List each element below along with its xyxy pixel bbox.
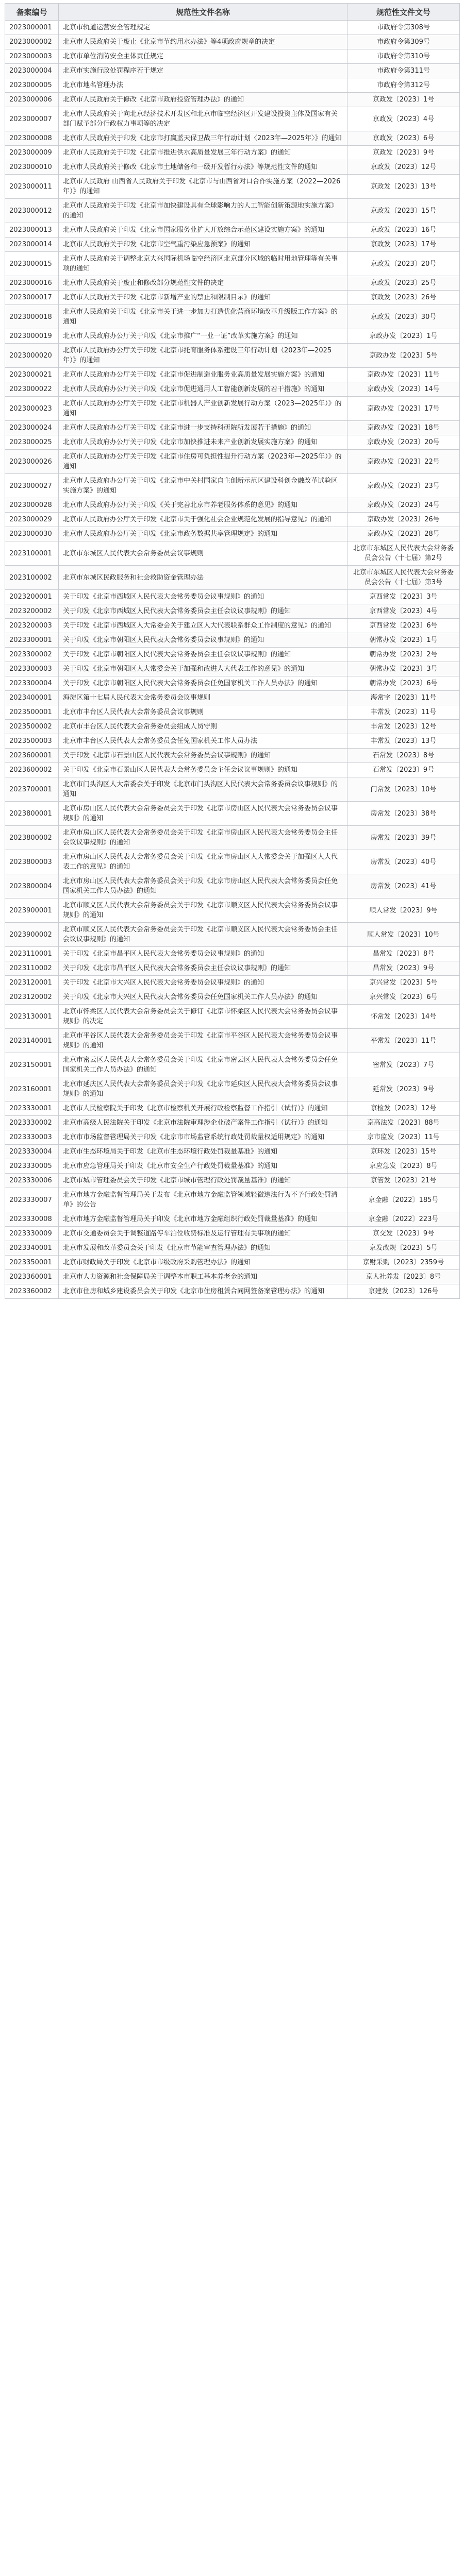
record-no-cell: 2023000002 — [5, 35, 59, 49]
table-row — [5, 450, 460, 474]
title-cell: 北京市人民政府办公厅关于印发《北京市进一步支持科研院所发展若干措施》的通知 — [59, 421, 347, 435]
table-row — [5, 146, 460, 160]
title-cell: 关于印发《北京市石景山区人民代表大会常务委员会主任会议议事规则》的通知 — [59, 763, 347, 777]
doc-no-cell: 房常发〔2023〕38号 — [347, 802, 460, 826]
table-row — [5, 662, 460, 676]
table-row — [5, 131, 460, 146]
doc-no-cell: 昌常发〔2023〕9号 — [347, 961, 460, 976]
title-cell: 北京市地方金融监督管理局关于发布《北京市地方金融监管领域轻微违法行为不予行政处罚清单》的公告 — [59, 1188, 347, 1212]
doc-no-cell: 房常发〔2023〕39号 — [347, 826, 460, 850]
doc-no-cell: 房常发〔2023〕41号 — [347, 874, 460, 899]
table-row — [5, 1130, 460, 1145]
record-no-cell: 2023360002 — [5, 1284, 59, 1299]
table-row — [5, 199, 460, 223]
title-cell: 关于印发《北京市大兴区人民代表大会常务委员会任免国家机关工作人员办法》的通知 — [59, 990, 347, 1005]
doc-no-cell: 延常发〔2023〕9号 — [347, 1077, 460, 1101]
title-cell: 北京市房山区人民代表大会常务委员会关于印发《北京市房山区人民代表大会常务委员会议事规则》的通知 — [59, 802, 347, 826]
doc-no-cell: 京政办发〔2023〕22号 — [347, 450, 460, 474]
title-cell: 北京市平谷区人民代表大会常务委员会关于印发《北京市平谷区人民代表大会常务委员会议事规则》的通知 — [59, 1029, 347, 1053]
doc-no-cell: 顺人常发〔2023〕10号 — [347, 923, 460, 947]
record-no-cell: 2023340001 — [5, 1241, 59, 1256]
title-cell: 北京市交通委员会关于调整道路停车泊位收费标准及运行管理有关事项的通知 — [59, 1227, 347, 1241]
doc-no-cell: 朝常办发〔2023〕1号 — [347, 633, 460, 648]
table-row — [5, 633, 460, 648]
doc-no-cell: 京检发〔2023〕12号 — [347, 1101, 460, 1116]
table-row — [5, 1077, 460, 1101]
title-cell: 北京市延庆区人民代表大会常务委员会关于印发《北京市延庆区人民代表大会常务委员会议事规则》的通知 — [59, 1077, 347, 1101]
header-doc-no: 规范性文件文号 — [347, 4, 460, 21]
title-cell: 关于印发《北京市西城区人民代表大会常务委员会主任会议议事规则》的通知 — [59, 604, 347, 619]
table-row — [5, 1101, 460, 1116]
doc-no-cell: 京金融〔2022〕223号 — [347, 1212, 460, 1227]
table-row — [5, 64, 460, 78]
title-cell: 北京市人民政府办公厅关于印发《北京市加快推进未来产业创新发展实施方案》的通知 — [59, 435, 347, 450]
table-row — [5, 382, 460, 397]
table-row — [5, 223, 460, 238]
doc-no-cell: 门常发〔2023〕10号 — [347, 777, 460, 802]
table-row — [5, 1174, 460, 1188]
doc-no-cell: 朝常办发〔2023〕2号 — [347, 648, 460, 662]
doc-no-cell: 京环发〔2023〕15号 — [347, 1145, 460, 1159]
title-cell: 北京市人民政府办公厅关于印发《北京市中关村国家自主创新示范区建设科创金融改革试验区实施方案》的通知 — [59, 474, 347, 498]
table-row — [5, 874, 460, 899]
record-no-cell: 2023800001 — [5, 802, 59, 826]
table-body — [5, 21, 460, 1299]
doc-no-cell: 京政办发〔2023〕24号 — [347, 498, 460, 513]
title-cell: 关于印发《北京市朝阳区人大常委会关于加强和改进人大代表工作的意见》的通知 — [59, 662, 347, 676]
record-no-cell: 2023500002 — [5, 720, 59, 734]
record-no-cell: 2023000013 — [5, 223, 59, 238]
title-cell: 北京市生态环境局关于印发《北京市生态环境行政处罚裁量基准》的通知 — [59, 1145, 347, 1159]
record-no-cell: 2023000017 — [5, 291, 59, 305]
record-no-cell: 2023400001 — [5, 691, 59, 705]
doc-no-cell: 京西常发〔2023〕6号 — [347, 619, 460, 633]
table-row — [5, 160, 460, 175]
table-row — [5, 474, 460, 498]
record-no-cell: 2023120001 — [5, 976, 59, 990]
record-no-cell: 2023000012 — [5, 199, 59, 223]
doc-no-cell: 海常字〔2023〕11号 — [347, 691, 460, 705]
table-row — [5, 421, 460, 435]
doc-no-cell: 京政办发〔2023〕28号 — [347, 527, 460, 541]
record-no-cell: 2023330004 — [5, 1145, 59, 1159]
table-row — [5, 368, 460, 382]
title-cell: 北京市顺义区人民代表大会常务委员会关于印发《北京市顺义区人民代表大会常务委员会议事规则》的通知 — [59, 899, 347, 923]
record-no-cell: 2023200002 — [5, 604, 59, 619]
doc-no-cell: 京政办发〔2023〕23号 — [347, 474, 460, 498]
doc-no-cell: 京西常发〔2023〕4号 — [347, 604, 460, 619]
record-no-cell: 2023000024 — [5, 421, 59, 435]
table-row — [5, 720, 460, 734]
record-no-cell: 2023330005 — [5, 1159, 59, 1174]
table-row — [5, 527, 460, 541]
table-row — [5, 1284, 460, 1299]
table-row — [5, 1188, 460, 1212]
table-row — [5, 749, 460, 763]
doc-no-cell: 京交发〔2023〕9号 — [347, 1227, 460, 1241]
doc-no-cell: 京金融〔2022〕185号 — [347, 1188, 460, 1212]
record-no-cell: 2023900001 — [5, 899, 59, 923]
doc-no-cell: 京兴常发〔2023〕6号 — [347, 990, 460, 1005]
title-cell: 北京市轨道运营安全管理规定 — [59, 21, 347, 35]
record-no-cell: 2023330009 — [5, 1227, 59, 1241]
record-no-cell: 2023350001 — [5, 1256, 59, 1270]
doc-no-cell: 昌常发〔2023〕8号 — [347, 947, 460, 961]
table-row — [5, 252, 460, 276]
record-no-cell: 2023000016 — [5, 276, 59, 291]
header-record-no: 备案编号 — [5, 4, 59, 21]
table-row — [5, 35, 460, 49]
table-row — [5, 604, 460, 619]
doc-no-cell: 京政办发〔2023〕20号 — [347, 435, 460, 450]
doc-no-cell: 京市监发〔2023〕11号 — [347, 1130, 460, 1145]
doc-no-cell: 京兴常发〔2023〕5号 — [347, 976, 460, 990]
title-cell: 北京市市场监督管理局关于印发《北京市市场监管系统行政处罚裁量权适用规定》的通知 — [59, 1130, 347, 1145]
record-no-cell: 2023330003 — [5, 1130, 59, 1145]
doc-no-cell: 朝常办发〔2023〕6号 — [347, 676, 460, 691]
title-cell: 北京市人民政府关于印发《北京市关于进一步加力打造优化营商环境改革升级版工作方案》的通知 — [59, 305, 347, 329]
doc-no-cell: 市政府令第309号 — [347, 35, 460, 49]
title-cell: 北京市实施行政处罚程序若干规定 — [59, 64, 347, 78]
record-no-cell: 2023800004 — [5, 874, 59, 899]
record-no-cell: 2023000026 — [5, 450, 59, 474]
table-row — [5, 923, 460, 947]
table-row — [5, 763, 460, 777]
table-row — [5, 93, 460, 107]
record-no-cell: 2023110001 — [5, 947, 59, 961]
record-no-cell: 2023360001 — [5, 1270, 59, 1284]
doc-no-cell: 京政办发〔2023〕26号 — [347, 513, 460, 527]
table-row — [5, 238, 460, 252]
record-no-cell: 2023140001 — [5, 1029, 59, 1053]
record-no-cell: 2023000007 — [5, 107, 59, 131]
record-no-cell: 2023120002 — [5, 990, 59, 1005]
title-cell: 北京市人民政府办公厅关于印发《北京市托育服务体系建设三年行动计划（2023年—2025年）》的通知 — [59, 344, 347, 368]
record-no-cell: 2023000004 — [5, 64, 59, 78]
doc-no-cell: 京发改规〔2023〕5号 — [347, 1241, 460, 1256]
record-no-cell: 2023300002 — [5, 648, 59, 662]
filing-table — [5, 3, 460, 1299]
title-cell: 北京市人民政府关于废止和修改部分规范性文件的决定 — [59, 276, 347, 291]
title-cell: 北京市人民政府办公厅关于印发《北京市住房可负担性提升行动方案（2023年—2025年）》的通知 — [59, 450, 347, 474]
table-row — [5, 305, 460, 329]
doc-no-cell: 北京市东城区人民代表大会常务委员会公告（十七届）第2号 — [347, 541, 460, 566]
table-row — [5, 329, 460, 344]
record-no-cell: 2023000022 — [5, 382, 59, 397]
doc-no-cell: 京政办发〔2023〕14号 — [347, 382, 460, 397]
record-no-cell: 2023000001 — [5, 21, 59, 35]
record-no-cell: 2023800002 — [5, 826, 59, 850]
record-no-cell: 2023300003 — [5, 662, 59, 676]
doc-no-cell: 京政发〔2023〕26号 — [347, 291, 460, 305]
record-no-cell: 2023150001 — [5, 1053, 59, 1077]
title-cell: 关于印发《北京市朝阳区人民代表大会常务委员会任免国家机关工作人员办法》的通知 — [59, 676, 347, 691]
record-no-cell: 2023000018 — [5, 305, 59, 329]
doc-no-cell: 京西常发〔2023〕3号 — [347, 590, 460, 604]
table-row — [5, 107, 460, 131]
doc-no-cell: 京政发〔2023〕9号 — [347, 146, 460, 160]
doc-no-cell: 京政发〔2023〕20号 — [347, 252, 460, 276]
title-cell: 北京市丰台区人民代表大会常务委员会议事规则 — [59, 705, 347, 720]
doc-no-cell: 京政发〔2023〕30号 — [347, 305, 460, 329]
title-cell: 北京市人民政府关于修改《北京市政府投资管理办法》的通知 — [59, 93, 347, 107]
title-cell: 关于印发《北京市昌平区人民代表大会常务委员会主任会议议事规则》的通知 — [59, 961, 347, 976]
title-cell: 关于印发《北京市石景山区人民代表大会常务委员会议事规则》的通知 — [59, 749, 347, 763]
title-cell: 北京市人民政府关于印发《北京市推进供水高质量发展三年行动方案》的通知 — [59, 146, 347, 160]
record-no-cell: 2023900002 — [5, 923, 59, 947]
table-row — [5, 1116, 460, 1130]
doc-no-cell: 京建发〔2023〕126号 — [347, 1284, 460, 1299]
table-row — [5, 990, 460, 1005]
doc-no-cell: 京政发〔2023〕12号 — [347, 160, 460, 175]
title-cell: 北京市丰台区人民代表大会常务委员会组成人员守则 — [59, 720, 347, 734]
doc-no-cell: 京政发〔2023〕4号 — [347, 107, 460, 131]
table-row — [5, 619, 460, 633]
record-no-cell: 2023000010 — [5, 160, 59, 175]
table-row — [5, 1227, 460, 1241]
title-cell: 关于印发《北京市西城区人大常委会关于建立区人大代表联系群众工作制度的意见》的通知 — [59, 619, 347, 633]
record-no-cell: 2023000028 — [5, 498, 59, 513]
title-cell: 北京市人民政府关于修改《北京市土地储备和一级开发暂行办法》等规范性文件的通知 — [59, 160, 347, 175]
record-no-cell: 2023000009 — [5, 146, 59, 160]
doc-no-cell: 京政办发〔2023〕5号 — [347, 344, 460, 368]
title-cell: 北京市密云区人民代表大会常务委员会关于印发《北京市密云区人民代表大会常务委员会任免国家机关工作人员办法》的通知 — [59, 1053, 347, 1077]
table-row — [5, 344, 460, 368]
table-header-row — [5, 4, 460, 21]
record-no-cell: 2023600001 — [5, 749, 59, 763]
record-no-cell: 2023160001 — [5, 1077, 59, 1101]
table-row — [5, 734, 460, 749]
table-row — [5, 1029, 460, 1053]
table-row — [5, 175, 460, 199]
table-row — [5, 590, 460, 604]
record-no-cell: 2023700001 — [5, 777, 59, 802]
table-row — [5, 49, 460, 64]
record-no-cell: 2023000030 — [5, 527, 59, 541]
doc-no-cell: 市政府令第308号 — [347, 21, 460, 35]
record-no-cell: 2023000003 — [5, 49, 59, 64]
record-no-cell: 2023000008 — [5, 131, 59, 146]
record-no-cell: 2023000020 — [5, 344, 59, 368]
title-cell: 北京市财政局关于印发《北京市市级政府采购管理办法》的通知 — [59, 1256, 347, 1270]
title-cell: 北京市人民政府办公厅关于印发《关于完善北京市养老服务体系的意见》的通知 — [59, 498, 347, 513]
record-no-cell: 2023000027 — [5, 474, 59, 498]
table-row — [5, 435, 460, 450]
table-row — [5, 276, 460, 291]
title-cell: 北京市人民检察院关于印发《北京市检察机关开展行政检察监督工作指引（试行）》的通知 — [59, 1101, 347, 1116]
record-no-cell: 2023300004 — [5, 676, 59, 691]
title-cell: 北京市人民政府关于调整北京大兴国际机场临空经济区北京部分区域的临时用地管理等有关事项的通知 — [59, 252, 347, 276]
record-no-cell: 2023000005 — [5, 78, 59, 93]
title-cell: 关于印发《北京市大兴区人民代表大会常务委员会议事规则》的通知 — [59, 976, 347, 990]
table-row — [5, 826, 460, 850]
doc-no-cell: 北京市东城区人民代表大会常务委员会公告（十七届）第3号 — [347, 566, 460, 590]
title-cell: 北京市人民政府关于印发《北京市国家服务业扩大开放综合示范区建设实施方案》的通知 — [59, 223, 347, 238]
doc-no-cell: 京政发〔2023〕15号 — [347, 199, 460, 223]
table-row — [5, 1256, 460, 1270]
title-cell: 北京市单位消防安全主体责任规定 — [59, 49, 347, 64]
table-row — [5, 1241, 460, 1256]
record-no-cell: 2023000023 — [5, 397, 59, 421]
title-cell: 北京市人民政府关于印发《北京市打赢蓝天保卫战三年行动计划〈2023年—2025年〉》的通知 — [59, 131, 347, 146]
record-no-cell: 2023500003 — [5, 734, 59, 749]
title-cell: 北京市人民政府关于印发《北京市新增产业的禁止和限制目录》的通知 — [59, 291, 347, 305]
title-cell: 北京市人民政府办公厅关于印发《北京市机器人产业创新发展行动方案（2023—2025年）》的通知 — [59, 397, 347, 421]
doc-no-cell: 京政办发〔2023〕1号 — [347, 329, 460, 344]
title-cell: 北京市人民政府关于印发《北京市加快建设具有全球影响力的人工智能创新策源地实施方案》的通知 — [59, 199, 347, 223]
table-row — [5, 291, 460, 305]
table-row — [5, 1005, 460, 1029]
table-row — [5, 1270, 460, 1284]
title-cell: 北京市地名管理办法 — [59, 78, 347, 93]
title-cell: 北京市怀柔区人民代表大会常务委员会关于修订《北京市怀柔区人民代表大会常务委员会议事规则》的决定 — [59, 1005, 347, 1029]
table-row — [5, 21, 460, 35]
title-cell: 关于印发《北京市西城区人民代表大会常务委员会议事规则》的通知 — [59, 590, 347, 604]
table-row — [5, 1145, 460, 1159]
record-no-cell: 2023600002 — [5, 763, 59, 777]
doc-no-cell: 顺人常发〔2023〕9号 — [347, 899, 460, 923]
doc-no-cell: 朝常办发〔2023〕3号 — [347, 662, 460, 676]
doc-no-cell: 市政府令第310号 — [347, 49, 460, 64]
doc-no-cell: 京政发〔2023〕17号 — [347, 238, 460, 252]
record-no-cell: 2023330006 — [5, 1174, 59, 1188]
doc-no-cell: 丰常发〔2023〕13号 — [347, 734, 460, 749]
doc-no-cell: 房常发〔2023〕40号 — [347, 850, 460, 874]
doc-no-cell: 京政发〔2023〕1号 — [347, 93, 460, 107]
doc-no-cell: 石常发〔2023〕9号 — [347, 763, 460, 777]
record-no-cell: 2023800003 — [5, 850, 59, 874]
table-row — [5, 541, 460, 566]
table-row — [5, 676, 460, 691]
title-cell: 北京市住房和城乡建设委员会关于印发《北京市住房租赁合同网签备案管理办法》的通知 — [59, 1284, 347, 1299]
table-row — [5, 947, 460, 961]
table-row — [5, 78, 460, 93]
title-cell: 北京市东城区民政服务和社会救助资金管理办法 — [59, 566, 347, 590]
record-no-cell: 2023000015 — [5, 252, 59, 276]
doc-no-cell: 京政办发〔2023〕11号 — [347, 368, 460, 382]
record-no-cell: 2023330002 — [5, 1116, 59, 1130]
table-row — [5, 802, 460, 826]
table-row — [5, 566, 460, 590]
table-row — [5, 498, 460, 513]
table-row — [5, 1212, 460, 1227]
title-cell: 北京市高级人民法院关于印发《北京市法院审理涉企业破产案件工作指引（试行）》的通知 — [59, 1116, 347, 1130]
doc-no-cell: 丰常发〔2023〕11号 — [347, 705, 460, 720]
title-cell: 北京市房山区人民代表大会常务委员会关于印发《北京市房山区人民代表大会常务委员会任免国家机关工作人员办法》的通知 — [59, 874, 347, 899]
record-no-cell: 2023100002 — [5, 566, 59, 590]
doc-no-cell: 怀常发〔2023〕14号 — [347, 1005, 460, 1029]
record-no-cell: 2023110002 — [5, 961, 59, 976]
record-no-cell: 2023100001 — [5, 541, 59, 566]
record-no-cell: 2023500001 — [5, 705, 59, 720]
doc-no-cell: 京应急发〔2023〕8号 — [347, 1159, 460, 1174]
title-cell: 北京市人民政府办公厅关于印发《北京市促进制造业服务业高质量发展实施方案》的通知 — [59, 368, 347, 382]
record-no-cell: 2023330007 — [5, 1188, 59, 1212]
table-row — [5, 850, 460, 874]
doc-no-cell: 京管发〔2023〕21号 — [347, 1174, 460, 1188]
doc-no-cell: 京政发〔2023〕16号 — [347, 223, 460, 238]
title-cell: 北京市房山区人民代表大会常务委员会关于印发《北京市房山区人民代表大会常务委员会主任会议议事规则》的通知 — [59, 826, 347, 850]
record-no-cell: 2023000025 — [5, 435, 59, 450]
title-cell: 北京市人力资源和社会保障局关于调整本市职工基本养老金的通知 — [59, 1270, 347, 1284]
doc-no-cell: 京财采购〔2023〕2359号 — [347, 1256, 460, 1270]
title-cell: 北京市发展和改革委员会关于印发《北京市节能审查管理办法》的通知 — [59, 1241, 347, 1256]
record-no-cell: 2023000014 — [5, 238, 59, 252]
title-cell: 关于印发《北京市朝阳区人民代表大会常务委员会议事规则》的通知 — [59, 633, 347, 648]
title-cell: 北京市人民政府办公厅关于印发《北京市促进通用人工智能创新发展的若干措施》的通知 — [59, 382, 347, 397]
doc-no-cell: 平常发〔2023〕11号 — [347, 1029, 460, 1053]
doc-no-cell: 京人社养发〔2023〕8号 — [347, 1270, 460, 1284]
table-row — [5, 397, 460, 421]
title-cell: 北京市人民政府办公厅关于印发《北京市关于强化社会企业规范化发展的指导意见》的通知 — [59, 513, 347, 527]
title-cell: 北京市房山区人民代表大会常务委员会关于印发《北京市房山区人大常委会关于加强区人大代表工作的意见》的通知 — [59, 850, 347, 874]
title-cell: 北京市人民政府关于向北京经济技术开发区和北京市临空经济区开发建设投资主体及国家有关部门赋予部分行政权力事项等的决定 — [59, 107, 347, 131]
record-no-cell: 2023200001 — [5, 590, 59, 604]
title-cell: 北京市人民政府办公厅关于印发《北京市政务数据共享管理规定》的通知 — [59, 527, 347, 541]
title-cell: 北京市丰台区人民代表大会常务委员会任免国家机关工作人员办法 — [59, 734, 347, 749]
record-no-cell: 2023000006 — [5, 93, 59, 107]
title-cell: 北京市城市管理委员会关于印发《北京市城市管理行政处罚裁量基准》的通知 — [59, 1174, 347, 1188]
doc-no-cell: 京政发〔2023〕13号 — [347, 175, 460, 199]
doc-no-cell: 石常发〔2023〕8号 — [347, 749, 460, 763]
record-no-cell: 2023000021 — [5, 368, 59, 382]
record-no-cell: 2023000029 — [5, 513, 59, 527]
doc-no-cell: 京政发〔2023〕6号 — [347, 131, 460, 146]
record-no-cell: 2023130001 — [5, 1005, 59, 1029]
table-row — [5, 777, 460, 802]
title-cell: 关于印发《北京市朝阳区人民代表大会常务委员会主任会议议事规则》的通知 — [59, 648, 347, 662]
title-cell: 北京市人民政府关于废止《北京市节约用水办法》等4项政府规章的决定 — [59, 35, 347, 49]
title-cell: 北京市人民政府 山西省人民政府关于印发《北京市与山西省对口合作实施方案（2022—2026年）》的通知 — [59, 175, 347, 199]
doc-no-cell: 京政办发〔2023〕17号 — [347, 397, 460, 421]
title-cell: 北京市人民政府办公厅关于印发《北京市推广“一业一证”改革实施方案》的通知 — [59, 329, 347, 344]
record-no-cell: 2023200003 — [5, 619, 59, 633]
table-row — [5, 976, 460, 990]
doc-no-cell: 丰常发〔2023〕12号 — [347, 720, 460, 734]
table-row — [5, 648, 460, 662]
title-cell: 北京市门头沟区人大常委会关于印发《北京市门头沟区人民代表大会常务委员会议事规则》的通知 — [59, 777, 347, 802]
doc-no-cell: 京政发〔2023〕25号 — [347, 276, 460, 291]
doc-no-cell: 京高法发〔2023〕88号 — [347, 1116, 460, 1130]
record-no-cell: 2023300001 — [5, 633, 59, 648]
doc-no-cell: 京政办发〔2023〕18号 — [347, 421, 460, 435]
title-cell: 北京市人民政府关于印发《北京市空气重污染应急预案》的通知 — [59, 238, 347, 252]
doc-no-cell: 密常发〔2023〕7号 — [347, 1053, 460, 1077]
title-cell: 海淀区第十七届人民代表大会常务委员会议事规则 — [59, 691, 347, 705]
record-no-cell: 2023330008 — [5, 1212, 59, 1227]
title-cell: 北京市顺义区人民代表大会常务委员会关于印发《北京市顺义区人民代表大会常务委员会主任会议议事规则》的通知 — [59, 923, 347, 947]
table-row — [5, 705, 460, 720]
record-no-cell: 2023000019 — [5, 329, 59, 344]
title-cell: 关于印发《北京市昌平区人民代表大会常务委员会议事规则》的通知 — [59, 947, 347, 961]
table-row — [5, 1053, 460, 1077]
header-title: 规范性文件名称 — [59, 4, 347, 21]
table-row — [5, 513, 460, 527]
doc-no-cell: 市政府令第311号 — [347, 64, 460, 78]
table-row — [5, 691, 460, 705]
record-no-cell: 2023000011 — [5, 175, 59, 199]
table-row — [5, 1159, 460, 1174]
title-cell: 北京市应急管理局关于印发《北京市安全生产行政处罚裁量基准》的通知 — [59, 1159, 347, 1174]
table-row — [5, 961, 460, 976]
title-cell: 北京市地方金融监督管理局关于印发《北京市地方金融组织行政处罚裁量基准》的通知 — [59, 1212, 347, 1227]
record-no-cell: 2023330001 — [5, 1101, 59, 1116]
doc-no-cell: 市政府令第312号 — [347, 78, 460, 93]
title-cell: 北京市东城区人民代表大会常务委员会议事规则 — [59, 541, 347, 566]
table-row — [5, 899, 460, 923]
